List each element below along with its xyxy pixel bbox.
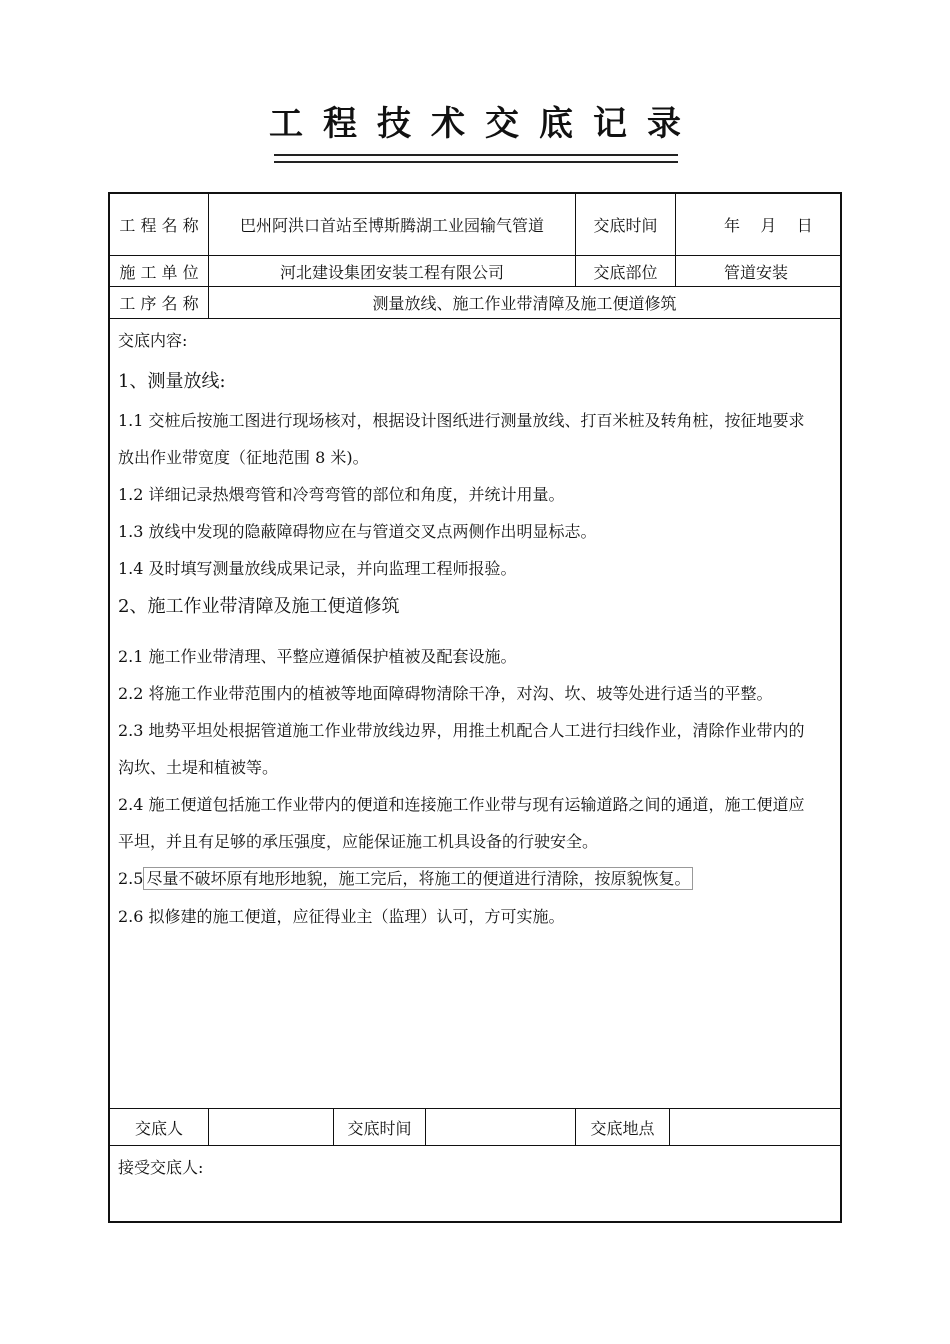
section-2-heading: 2、施工作业带清障及施工便道修筑 <box>118 596 400 617</box>
clause-2-4: 2.4 施工便道包括施工作业带内的便道和连接施工作业带与现有运输道路之间的通道，施工便道应 <box>118 795 805 814</box>
clause-2-5-number: 2.5 <box>118 869 144 888</box>
footer-time-field[interactable] <box>426 1109 575 1145</box>
title-underline-top <box>274 154 678 156</box>
project-name-value: 巴州阿洪口首站至博斯腾湖工业园输气管道 <box>239 216 544 235</box>
clause-2-4-cont: 平坦，并且有足够的承压强度，应能保证施工机具设备的行驶安全。 <box>118 832 599 851</box>
clause-1-1-cont: 放出作业带宽度（征地范围 8 米)。 <box>118 448 369 467</box>
handover-time-label: 交底时间 <box>593 216 658 235</box>
clause-2-1: 2.1 施工作业带清理、平整应遵循保护植被及配套设施。 <box>118 647 517 666</box>
process-name-label: 工 序 名 称 <box>119 294 199 313</box>
clause-2-3: 2.3 地势平坦处根据管道施工作业带放线边界，用推土机配合人工进行扫线作业，清除作业带内的 <box>118 721 805 740</box>
handover-place-field[interactable] <box>670 1109 840 1145</box>
construction-unit-value: 河北建设集团安装工程有限公司 <box>279 262 504 282</box>
row-divider <box>110 318 840 319</box>
clause-1-4: 1.4 及时填写测量放线成果记录，并向监理工程师报验。 <box>118 559 517 578</box>
clause-1-1: 1.1 交桩后按施工图进行现场核对，根据设计图纸进行测量放线、打百米桩及转角桩，按征地要求 <box>118 411 805 430</box>
handover-part-value: 管道安装 <box>724 262 789 282</box>
handover-person-label: 交底人 <box>134 1118 183 1138</box>
clause-2-6: 2.6 拟修建的施工便道，应征得业主（监理）认可，方可实施。 <box>118 907 565 926</box>
content-label: 交底内容: <box>118 331 188 350</box>
clause-2-5-text: 尽量不破坏原有地形地貌，施工完后，将施工的便道进行清除，按原貌恢复。 <box>143 867 693 890</box>
clause-2-5 <box>118 866 834 889</box>
row-divider <box>110 1145 840 1146</box>
col-divider <box>675 194 676 286</box>
handover-part-label: 交底部位 <box>593 262 658 282</box>
construction-unit-label: 施 工 单 位 <box>119 262 199 282</box>
document-title: 工程技术交底记录 <box>269 104 701 144</box>
clause-1-2: 1.2 详细记录热煨弯管和冷弯弯管的部位和角度，并统计用量。 <box>118 485 565 504</box>
project-name-label: 工 程 名 称 <box>119 216 199 235</box>
section-1-heading: 1、测量放线: <box>118 371 226 392</box>
receiver-label: 接受交底人: <box>118 1158 204 1177</box>
clause-1-3: 1.3 放线中发现的隐蔽障碍物应在与管道交叉点两侧作出明显标志。 <box>118 522 597 541</box>
title-underline-bottom <box>274 161 678 163</box>
clause-2-2: 2.2 将施工作业带范围内的植被等地面障碍物清除干净，对沟、坎、坡等处进行适当的平整。 <box>118 684 773 703</box>
handover-date-value: 年 月 日 <box>724 216 813 235</box>
handover-place-label: 交底地点 <box>590 1118 655 1138</box>
footer-time-label: 交底时间 <box>347 1118 412 1138</box>
clause-2-3-cont: 沟坎、土堤和植被等。 <box>118 758 279 777</box>
process-name-value: 测量放线、施工作业带清障及施工便道修筑 <box>372 294 677 313</box>
handover-person-field[interactable] <box>209 1109 333 1145</box>
